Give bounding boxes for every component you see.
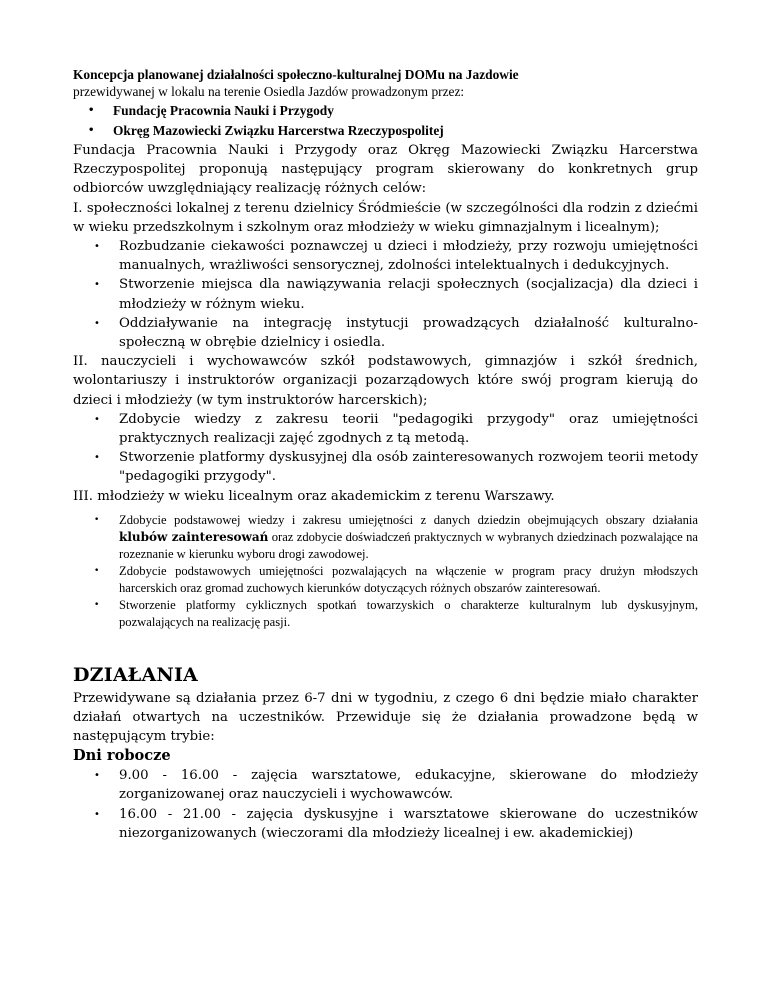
schedule-list bbox=[73, 766, 698, 843]
section-2-list bbox=[73, 410, 698, 487]
section-3-list bbox=[73, 512, 698, 631]
schedule-item-text: 9.00 - 16.00 - zajęcia warsztatowe, edukacyjne, skierowane do młodzieży zorganizowanej oraz nauczycieli i wychowawców. bbox=[119, 768, 698, 803]
bullet-icon: • bbox=[88, 125, 95, 136]
section-1-list bbox=[73, 237, 698, 352]
organizations-list bbox=[73, 101, 698, 141]
list-item bbox=[94, 237, 698, 275]
bullet-icon: • bbox=[94, 317, 100, 329]
bullet-icon: • bbox=[94, 452, 100, 464]
document-subtitle: przewidywanej w lokalu na terenie Osiedla Jazdów prowadzonym przez: bbox=[73, 84, 465, 99]
list-item-text: Stworzenie miejsca dla nawiązywania relacji społecznych (socjalizacja) dla dzieci i młodzieży w różnym wieku. bbox=[119, 277, 698, 312]
organization-name: Fundację Pracownia Nauki i Przygody bbox=[113, 103, 334, 118]
bullet-icon: • bbox=[88, 105, 95, 116]
document-title: Koncepcja planowanej działalności społeczno-kulturalnej DOMu na Jazdowie bbox=[73, 67, 519, 82]
list-item bbox=[94, 512, 698, 563]
organization-name: Okręg Mazowiecki Związku Harcerstwa Rzeczypospolitej bbox=[113, 123, 444, 138]
list-item-text: Zdobycie wiedzy z zakresu teorii "pedagogiki przygody" oraz umiejętności praktycznych realizacji zajęć zgodnych z tą metodą. bbox=[119, 411, 698, 447]
bullet-icon: • bbox=[94, 599, 100, 610]
document-header bbox=[73, 66, 698, 141]
list-item-text: Oddziaływanie na integrację instytucji prowadzących działalność kulturalno-społeczną w obrębie dzielnicy i osiedla. bbox=[119, 315, 698, 351]
list-item bbox=[94, 410, 698, 448]
bullet-icon: • bbox=[94, 241, 100, 253]
section-1-heading: I. społeczności lokalnej z terenu dzielnicy Śródmieście (w szczególności dla rodzin z dziećmi w wieku przedszkolnym i szkolnym oraz młodzieży w wieku gimnazjalnym i licealnym); bbox=[73, 200, 698, 235]
list-item-text: Stworzenie platformy dyskusyjnej dla osób zainteresowanych rozwojem teorii metody "pedagogiki przygody". bbox=[119, 450, 698, 485]
bullet-icon: • bbox=[94, 514, 100, 525]
list-item bbox=[94, 314, 698, 352]
section-2-heading: II. nauczycieli i wychowawców szkół podstawowych, gimnazjów i szkół średnich, wolontariuszy i instruktorów organizacji pozarządowych które swój program kierują do dzieci i młodzieży (w tym instruktorów harcerskich); bbox=[73, 354, 698, 408]
bullet-icon: • bbox=[94, 808, 100, 820]
list-item bbox=[94, 448, 698, 486]
clubs-emphasis: klubów zainteresowań bbox=[119, 529, 269, 544]
list-item-text: Stworzenie platformy cyklicznych spotkań towarzyskich o charakterze kulturalnym lub dyskusyjnym, pozwalających na realizację pasji. bbox=[119, 597, 698, 629]
intro-paragraph: Fundacja Pracownia Nauki i Przygody oraz Okręg Mazowiecki Związku Harcerstwa Rzeczypospolitej proponują następujący program skierowany do konkretnych grup odbiorców uwzględniający realizację różnych celów: bbox=[73, 143, 698, 197]
list-item-text: Rozbudzanie ciekawości poznawczej u dzieci i młodzieży, przy rozwoju umiejętności manualnych, wrażliwości sensorycznej, zdolności intelektualnych i dedukcyjnych. bbox=[119, 239, 698, 274]
schedule-item-text: 16.00 - 21.00 - zajęcia dyskusyjne i warsztatowe skierowane do uczestników niezorganizowanych (wieczorami dla młodzieży licealnej i ew. akademickiej) bbox=[119, 806, 698, 841]
list-item bbox=[94, 563, 698, 597]
list-item bbox=[88, 121, 698, 141]
dzialania-paragraph: Przewidywane są działania przez 6-7 dni w tygodniu, z czego 6 dni będzie miało charakter działań otwartych na uczestników. Przewiduje się że działania prowadzone będą w następującym trybie: bbox=[73, 690, 698, 745]
bullet-icon: • bbox=[94, 279, 100, 291]
list-item bbox=[88, 101, 698, 121]
bullet-icon: • bbox=[94, 565, 100, 576]
bullet-icon: • bbox=[94, 770, 100, 782]
list-item bbox=[94, 275, 698, 313]
list-item bbox=[94, 805, 698, 843]
list-item bbox=[94, 766, 698, 804]
section-3-heading: III. młodzieży w wieku licealnym oraz akademickim z terenu Warszawy. bbox=[73, 488, 555, 504]
list-item-text: Zdobycie podstawowej wiedzy i zakresu umiejętności z danych dziedzin obejmujących obszary działania klubów zainteresowań oraz zdobycie doświadczeń praktycznych w wybranych dziedzinach pozwalające na rozeznanie w kierunku wyboru drogi zawodowej. bbox=[119, 512, 698, 561]
list-item-text: Zdobycie podstawowych umiejętności pozwalających na włączenie w program pracy drużyn młodszych harcerskich oraz gromad zuchowych kierunków dotyczących różnych obszarów zainteresowań. bbox=[119, 563, 698, 595]
bullet-icon: • bbox=[94, 413, 100, 425]
list-item bbox=[94, 597, 698, 631]
subsection-title-dni-robocze: Dni robocze bbox=[73, 747, 171, 765]
section-title-dzialania: DZIAŁANIA bbox=[73, 663, 199, 686]
